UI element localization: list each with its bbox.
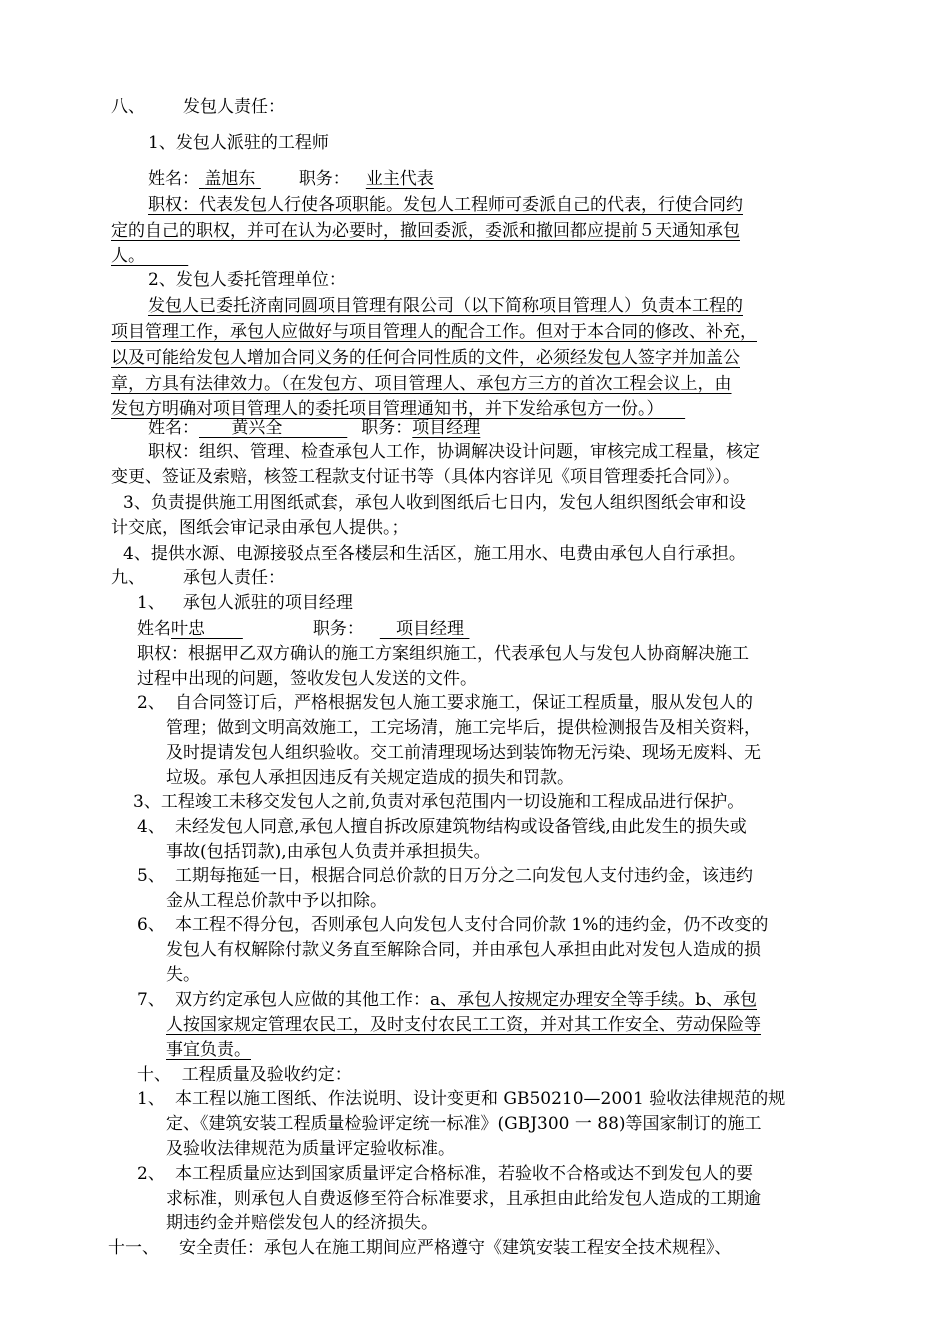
s8-item1-duty-line: 人。 <box>111 246 145 266</box>
s9-duty-line: 职权：根据甲乙双方确认的施工方案组织施工，代表承包人与发包人协商解决施工 <box>137 644 749 664</box>
s9-item2-line: 管理；做到文明高效施工，工完场清，施工完毕后，提供检测报告及相关资料， <box>166 718 761 738</box>
s8-item2-text-line: 项目管理工作，承包人应做好与项目管理人的配合工作。但对于本合同的修改、补充， <box>111 322 757 342</box>
s10-item1-line: 定、《建筑安装工程质量检验评定统一标准》(GBJ300 一 88)等国家制订的施工 <box>166 1114 762 1134</box>
engineer-name: 盖旭东 <box>204 169 256 189</box>
engineer-title: 业主代表 <box>365 169 434 189</box>
project-manager-name: 叶忠 <box>171 619 205 639</box>
section-9-title: 承包人责任： <box>183 568 285 588</box>
s10-item2-line: 求标准，则承包人自费返修至符合标准要求，且承担由此给发包人造成的工期逾 <box>166 1189 761 1209</box>
s10-item2-line: 本工程质量应达到国家质量评定合格标准，若验收不合格或达不到发包人的要 <box>175 1164 753 1184</box>
s8-item4: 4、提供水源、电源接驳点至各楼层和生活区，施工用水、电费由承包人自行承担。 <box>123 544 746 564</box>
s9-item5-line: 金从工程总价款中予以扣除。 <box>166 891 387 911</box>
s8-item2-text-line: 发包人已委托济南同圆项目管理有限公司（以下简称项目管理人）负责本工程的 <box>148 296 743 316</box>
title-label: 职务： <box>361 418 413 438</box>
s9-item1: 1、 承包人派驻的项目经理 <box>137 593 353 613</box>
s8-item2-text-line: 发包方明确对项目管理人的委托项目管理通知书，并下发给承包方一份。） <box>111 399 664 419</box>
section-11-text: 安全责任：承包人在施工期间应严格遵守《建筑安装工程安全技术规程》、 <box>179 1238 732 1258</box>
s9-item2-line: 垃圾。承包人承担因违反有关规定造成的损失和罚款。 <box>166 768 574 788</box>
s8-item2-text-line: 以及可能给发包人增加合同义务的任何合同性质的文件，必须经发包人签字并加盖公 <box>111 348 740 368</box>
s9-item7-line: 人按国家规定管理农民工，及时支付农民工工资，并对其工作安全、劳动保险等 <box>166 1015 761 1035</box>
section-8-heading <box>111 95 285 120</box>
title-label: 职务： <box>298 169 350 189</box>
section-8-number: 八、 <box>111 97 145 117</box>
s9-item6-line: 失。 <box>166 965 200 985</box>
name-label: 姓名 <box>137 619 171 639</box>
section-9-number: 九、 <box>111 568 145 588</box>
s9-item2-line: 自合同签订后，严格根据发包人施工要求施工，保证工程质量，服从发包人的 <box>175 693 753 713</box>
s9-item4-line: 未经发包人同意,承包人擅自拆改原建筑物结构或设备管线,由此发生的损失或 <box>175 817 747 837</box>
s8-item1-person <box>148 167 434 192</box>
section-11-number: 十一、 <box>108 1238 159 1258</box>
s8-item3-line: 计交底，图纸会审记录由承包人提供。； <box>111 518 409 538</box>
s10-item1-line: 及验收法律规范为质量评定验收标准。 <box>166 1139 455 1159</box>
s8-item2-person <box>148 416 480 441</box>
s8-item3-line: 3、负责提供施工用图纸贰套，承包人收到图纸后七日内，发包人组织图纸会审和设 <box>123 493 746 513</box>
s10-item2-number: 2、 <box>137 1164 165 1184</box>
s9-item2-line: 及时提请发包人组织验收。交工前清理现场达到装饰物无污染、现场无废料、无 <box>166 743 761 763</box>
s9-item6-line: 发包人有权解除付款义务直至解除合同，并由承包人承担由此对发包人造成的损 <box>166 940 761 960</box>
s9-item4-number: 4、 <box>137 817 165 837</box>
section-11-heading <box>108 1236 732 1261</box>
s9-item7-number: 7、 <box>137 990 165 1010</box>
s9-item4-line: 事故(包括罚款),由承包人负责并承担损失。 <box>166 842 491 862</box>
s10-item1-number: 1、 <box>137 1089 165 1109</box>
manager-title: 项目经理 <box>412 418 481 438</box>
s10-item1-line: 本工程以施工图纸、作法说明、设计变更和 GB50210—2001 验收法律规范的规 <box>175 1089 786 1109</box>
project-manager-title: 项目经理 <box>396 619 465 639</box>
s9-item5-line: 工期每拖延一日，根据合同总价款的日万分之二向发包人支付违约金，该违约 <box>175 866 753 886</box>
s8-item2-title: 2、发包人委托管理单位： <box>148 270 346 290</box>
title-label: 职务： <box>312 619 364 639</box>
section-8-title: 发包人责任： <box>183 97 285 117</box>
name-label: 姓名： <box>148 418 199 438</box>
section-9-heading <box>111 566 285 591</box>
manager-name: 黄兴全 <box>231 418 283 438</box>
s9-item7-line: 事宜负责。 <box>166 1040 251 1060</box>
s9-item2-number: 2、 <box>137 693 165 713</box>
s8-item1-duty-line: 职权：代表发包人行使各项职能。发包人工程师可委派自己的代表，行使合同约 <box>148 195 743 215</box>
s8-item1-duty-line: 定的自己的职权，并可在认为必要时，撤回委派，委派和撤回都应提前５天通知承包 <box>111 221 740 241</box>
s9-duty-line: 过程中出现的问题，签收发包人发送的文件。 <box>137 669 477 689</box>
section-10-heading: 十、 工程质量及验收约定： <box>137 1065 352 1085</box>
s9-item7-line: 双方约定承包人应做的其他工作：a、承包人按规定办理安全等手续。b、承包 <box>175 990 758 1010</box>
s8-item1-title: 1、发包人派驻的工程师 <box>148 133 329 153</box>
s9-item3: 3、工程竣工未移交发包人之前,负责对承包范围内一切设施和工程成品进行保护。 <box>133 792 745 812</box>
name-label: 姓名： <box>148 169 199 189</box>
s8-item2-duty-line: 职权：组织、管理、检查承包人工作，协调解决设计问题，审核完成工程量，核定 <box>148 442 760 462</box>
s9-item6-number: 6、 <box>137 915 165 935</box>
s8-item2-text-line: 章，方具有法律效力。（在发包方、项目管理人、承包方三方的首次工程会议上，由 <box>111 374 732 394</box>
s9-item1-person <box>137 617 469 642</box>
s9-item6-line: 本工程不得分包，否则承包人向发包人支付合同价款 1%的违约金，仍不改变的 <box>175 915 769 935</box>
s9-item5-number: 5、 <box>137 866 165 886</box>
s10-item2-line: 期违约金并赔偿发包人的经济损失。 <box>166 1213 438 1233</box>
s8-item2-duty-line: 变更、签证及索赔，核签工程款支付证书等（具体内容详见《项目管理委托合同》）。 <box>111 467 740 487</box>
